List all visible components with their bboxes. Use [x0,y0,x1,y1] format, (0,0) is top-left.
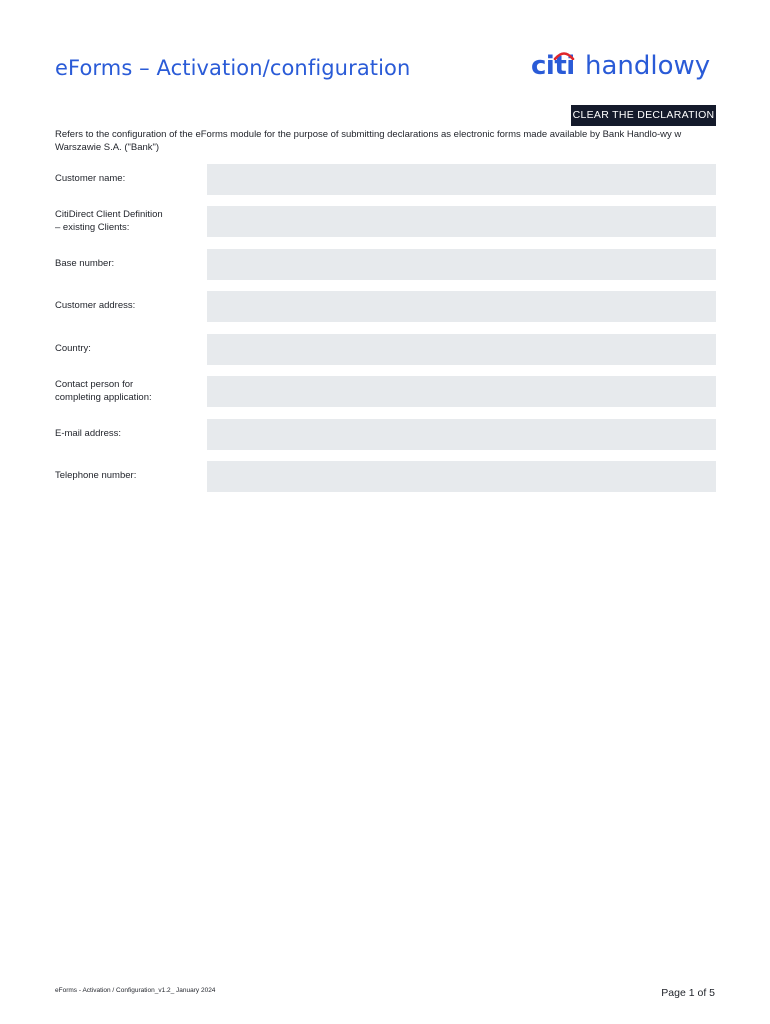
email-address-label: E-mail address: [55,428,121,440]
customer-name-input[interactable] [207,164,716,195]
customer-address-label: Customer address: [55,300,136,312]
citidirect-client-definition-row [55,206,716,237]
telephone-number-input[interactable] [207,461,716,492]
customer-name-row [55,164,716,195]
customer-address-row [55,291,716,322]
citidirect-client-definition-input[interactable] [207,206,716,237]
intro-paragraph: Refers to the configuration of the eForms module for the purpose of submitting declarations as electronic forms made available by Bank Handlo-wy w Warszawie S.A. ("Bank") [55,129,682,153]
logo-citi-text: citi [531,51,575,81]
logo-arc-icon [553,50,575,60]
logo-handlowy-text: handlowy [585,51,711,81]
citidirect-client-definition-label: CitiDirect Client Definition – existing Clients: [55,209,163,233]
country-label: Country: [55,343,91,355]
citi-handlowy-logo [531,49,717,85]
country-row [55,334,716,365]
customer-name-label: Customer name: [55,173,126,185]
email-address-input[interactable] [207,419,716,450]
contact-person-row [55,376,716,407]
telephone-number-row [55,461,716,492]
base-number-row [55,249,716,280]
customer-address-input[interactable] [207,291,716,322]
base-number-label: Base number: [55,258,115,270]
footer-document-id: eForms - Activation / Configuration_v1.2_ January 2024 [55,987,216,994]
clear-declaration-button[interactable]: CLEAR THE DECLARATION [571,105,716,126]
country-input[interactable] [207,334,716,365]
contact-person-label: Contact person for completing application: [55,379,152,403]
email-address-row [55,419,716,450]
contact-person-input[interactable] [207,376,716,407]
base-number-input[interactable] [207,249,716,280]
page-title: eForms – Activation/configuration [55,56,411,80]
telephone-number-label: Telephone number: [55,470,137,482]
footer-page-number: Page 1 of 5 [661,987,715,999]
